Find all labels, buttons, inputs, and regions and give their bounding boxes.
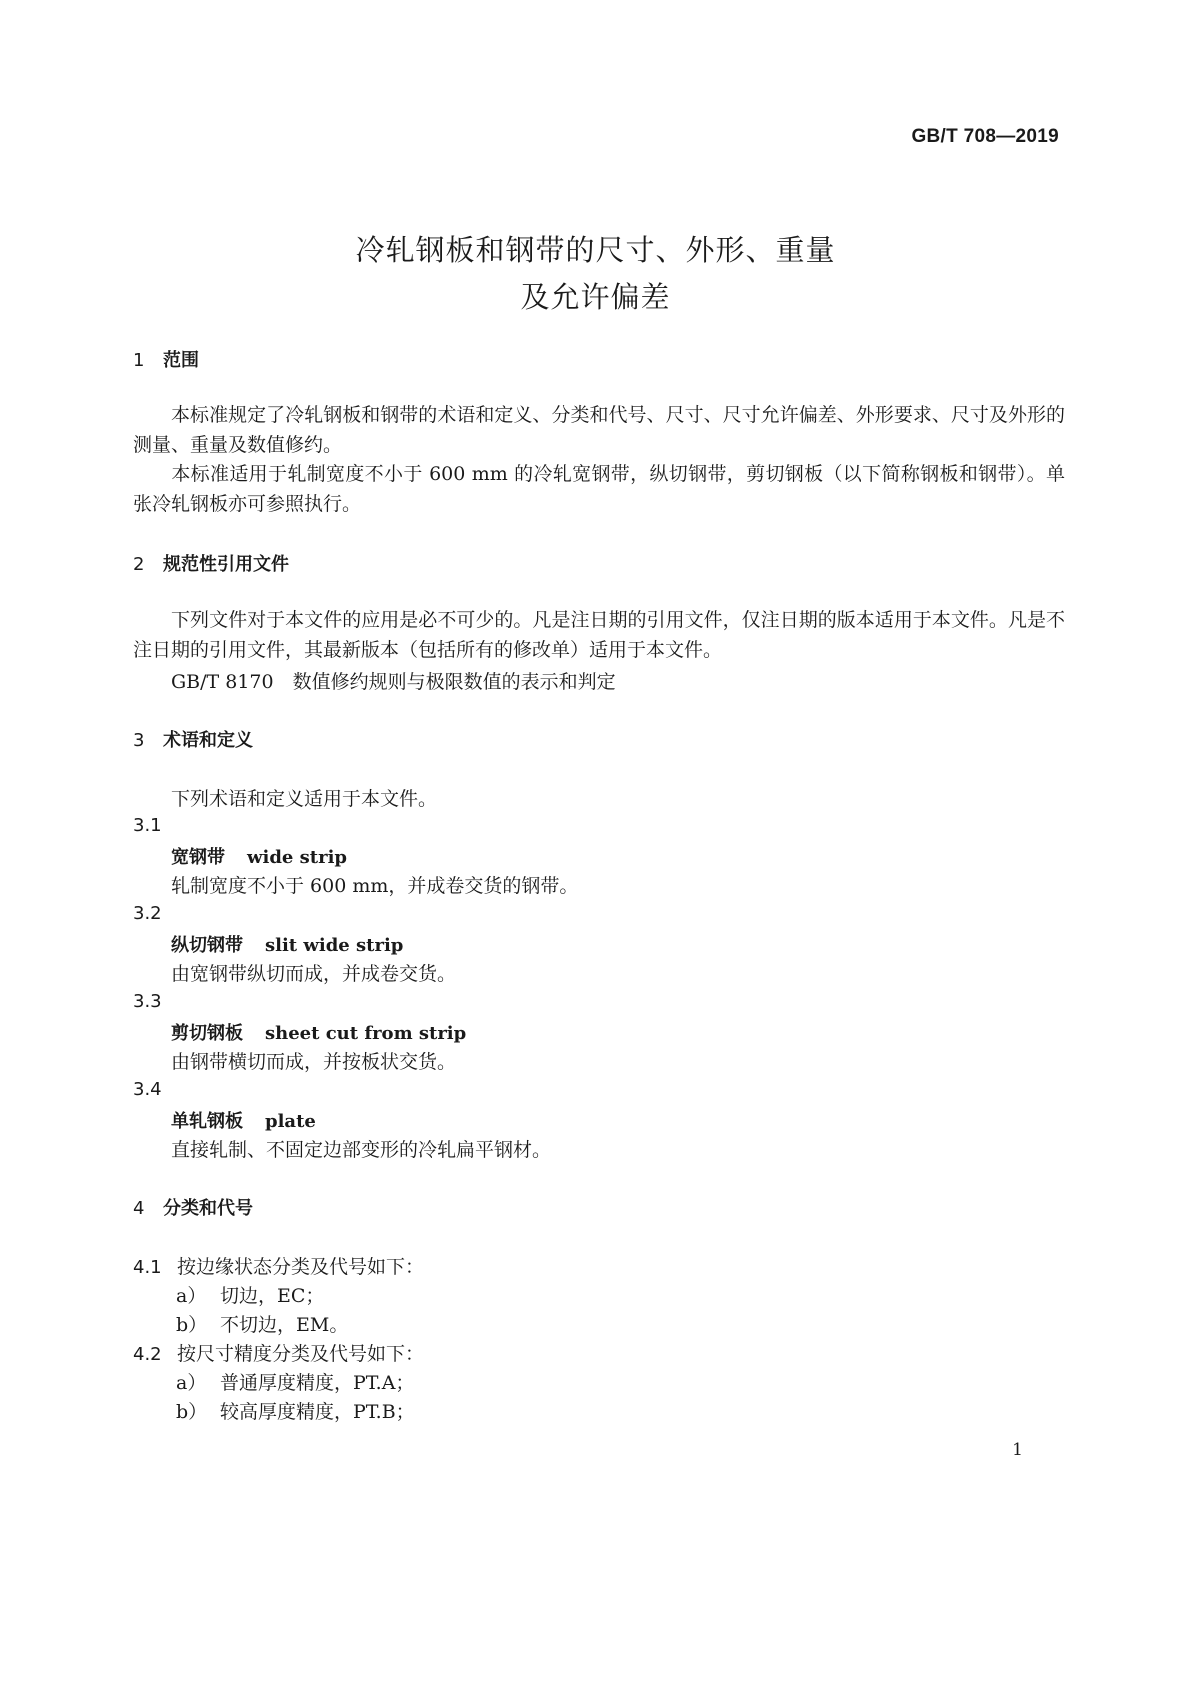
clause-text: 按边缘状态分类及代号如下： bbox=[177, 1256, 425, 1278]
item-text: 普通厚度精度，PT.A； bbox=[220, 1372, 415, 1394]
term-en: slit wide strip bbox=[265, 935, 404, 956]
section-title: 术语和定义 bbox=[163, 730, 253, 751]
term-heading bbox=[171, 1019, 466, 1045]
term-number: 3.3 bbox=[133, 991, 162, 1012]
clause-number: 4.2 bbox=[133, 1344, 162, 1365]
standard-code: GB/T 708—2019 bbox=[911, 126, 1059, 147]
item-marker: b） bbox=[176, 1314, 208, 1336]
section-title: 分类和代号 bbox=[163, 1198, 253, 1219]
item-marker: a） bbox=[176, 1372, 207, 1394]
page-number: 1 bbox=[1012, 1440, 1023, 1460]
term-heading bbox=[171, 1107, 316, 1133]
term-cn: 单轧钢板 bbox=[171, 1111, 243, 1132]
list-item bbox=[176, 1397, 415, 1424]
terms-intro: 下列术语和定义适用于本文件。 bbox=[171, 788, 438, 810]
section-2-paragraph-1 bbox=[133, 605, 1065, 665]
section-number: 4 bbox=[133, 1198, 145, 1219]
term-cn: 剪切钢板 bbox=[171, 1023, 243, 1044]
term-en: wide strip bbox=[247, 847, 347, 868]
normative-reference: GB/T 8170 数值修约规则与极限数值的表示和判定 bbox=[171, 671, 616, 693]
section-1-heading bbox=[133, 346, 199, 372]
clause-text: 按尺寸精度分类及代号如下： bbox=[177, 1343, 425, 1365]
section-4-heading bbox=[133, 1194, 253, 1220]
term-en: plate bbox=[265, 1111, 316, 1132]
list-item bbox=[176, 1310, 348, 1337]
term-number: 3.2 bbox=[133, 903, 162, 924]
term-cn: 纵切钢带 bbox=[171, 935, 243, 956]
paragraph-text: 下列文件对于本文件的应用是必不可少的。凡是注日期的引用文件，仅注日期的版本适用于本文件。凡是不注日期的引用文件，其最新版本（包括所有的修改单）适用于本文件。 bbox=[133, 609, 1065, 661]
section-title: 规范性引用文件 bbox=[163, 554, 289, 575]
section-number: 1 bbox=[133, 350, 145, 371]
item-marker: b） bbox=[176, 1401, 208, 1423]
section-1-paragraph-1 bbox=[133, 400, 1065, 460]
list-item bbox=[176, 1368, 414, 1395]
item-text: 不切边，EM。 bbox=[220, 1314, 349, 1336]
term-en: sheet cut from strip bbox=[265, 1023, 467, 1044]
term-definition: 由宽钢带纵切而成，并成卷交货。 bbox=[171, 963, 457, 985]
section-number: 3 bbox=[133, 730, 145, 751]
list-item bbox=[176, 1281, 324, 1308]
paragraph-text: 本标准适用于轧制宽度不小于 600 mm 的冷轧宽钢带，纵切钢带，剪切钢板（以下简称钢板和钢带）。单张冷轧钢板亦可参照执行。 bbox=[133, 463, 1065, 515]
section-1-paragraph-2 bbox=[133, 459, 1065, 519]
term-number: 3.1 bbox=[133, 815, 162, 836]
section-number: 2 bbox=[133, 554, 145, 575]
paragraph-text: 本标准规定了冷轧钢板和钢带的术语和定义、分类和代号、尺寸、尺寸允许偏差、外形要求、尺寸及外形的测量、重量及数值修约。 bbox=[133, 404, 1065, 456]
section-3-heading bbox=[133, 726, 253, 752]
term-heading bbox=[171, 843, 347, 869]
term-definition: 直接轧制、不固定边部变形的冷轧扁平钢材。 bbox=[171, 1139, 552, 1161]
term-definition: 轧制宽度不小于 600 mm，并成卷交货的钢带。 bbox=[171, 875, 579, 897]
term-number: 3.4 bbox=[133, 1079, 162, 1100]
clause-4-1 bbox=[133, 1252, 424, 1279]
term-cn: 宽钢带 bbox=[171, 847, 225, 868]
item-marker: a） bbox=[176, 1285, 207, 1307]
document-title-line2: 及允许偏差 bbox=[520, 280, 671, 314]
clause-4-2 bbox=[133, 1339, 424, 1366]
document-title-line1: 冷轧钢板和钢带的尺寸、外形、重量 bbox=[355, 233, 836, 267]
clause-number: 4.1 bbox=[133, 1257, 162, 1278]
section-title: 范围 bbox=[163, 350, 199, 371]
term-definition: 由钢带横切而成，并按板状交货。 bbox=[171, 1051, 457, 1073]
item-text: 切边，EC； bbox=[220, 1285, 325, 1307]
term-heading bbox=[171, 931, 403, 957]
item-text: 较高厚度精度，PT.B； bbox=[220, 1401, 415, 1423]
section-2-heading bbox=[133, 550, 289, 576]
